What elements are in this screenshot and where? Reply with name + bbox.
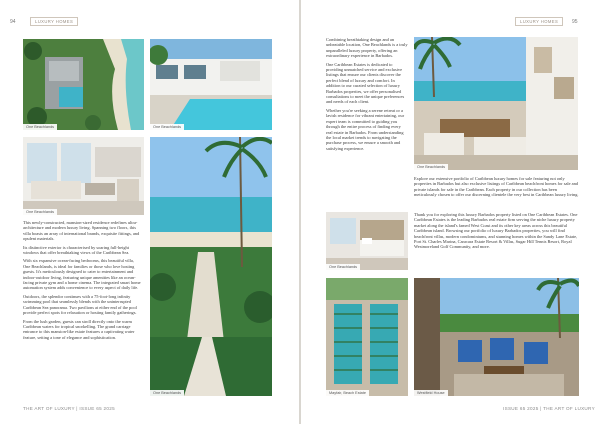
- photo-caption: One Beachlands: [23, 124, 57, 130]
- left-page: [0, 0, 299, 424]
- paragraph: Its distinctive exterior is characterised by soaring full-height windows that offer breathtaking views of the Caribbean Sea.: [23, 244, 130, 256]
- right-page: [301, 0, 600, 424]
- photo-caption: One Beachlands: [414, 164, 448, 170]
- section-tag: LUXURY HOMES: [515, 17, 563, 26]
- paragraph: From the lush garden, guests can stroll directly onto the warm Caribbean waters for tropical snorkelling. The grand carriage entrance to this mansion-like estate features a captivating water feature, setting a tone of elegance and sophistication.: [23, 318, 135, 340]
- photo-beach-garden: [150, 137, 272, 396]
- paragraph: Explore our extensive portfolio of Caribbean luxury homes for sale featuring not only properties in Barbados but also exclusive listings of Caribbean beachfront homes for sale and private islands for sale in the Caribbean. Each property in our collection has been meticulously chosen to offer our discerning clientele the very best in Caribbean luxury living.: [414, 176, 579, 198]
- page-number: 95: [572, 19, 578, 25]
- photo-caption: One Beachlands: [150, 124, 184, 130]
- photo-bedroom: [326, 212, 408, 270]
- photo-caption: Westfield House: [414, 390, 448, 396]
- photo-caption: One Beachlands: [326, 264, 360, 270]
- body-text: [23, 220, 142, 343]
- wide-text-2: [414, 212, 579, 253]
- section-tag: LUXURY HOMES: [30, 17, 78, 26]
- photo-outdoor-lounge: [414, 37, 578, 170]
- photo-caption: One Beachlands: [150, 390, 184, 396]
- wide-text-1: [414, 176, 579, 201]
- page-footer: THE ART OF LUXURY | ISSUE 65 2025: [23, 406, 115, 411]
- paragraph: Thank you for exploring this luxury Barbados property listed on One Caribbean Estates. One Caribbean Estates is the leading Barbados real estate firm serving the niche luxury property market along the island's famed West Coast and its other key areas across this beautiful Caribbean island. Browsing our portfolio of luxury Barbados properties, you will find beachfront villas, modern condominiums, and stunning homes within the Sandy Lane Estate, Port St. Charles Marina, Caracara Estate Resort & Villas, Sugar Hill Tennis Resort, Royal Westmoreland Golf Community, and more.: [414, 212, 578, 250]
- photo-living-room: [23, 137, 144, 215]
- photo-caption: Mayfair, Beach Estate: [326, 390, 369, 396]
- photo-aerial-villa: [23, 39, 144, 130]
- paragraph: With six expansive ocean-facing bedrooms, this beautiful villa, One Beachlands, is ideal for families or those who love hosting guests. It's meticulously designed to cater to entertainment and indoor-outdoor living, featuring unique amenities like an ocean-facing private gym and a home cinema. The integrated smart home automation system adds convenience to every aspect of daily life.: [23, 258, 141, 291]
- paragraph: Outdoors, the splendor continues with a 75-foot-long infinity swimming pool that seamlessly blends with the uninterrupted Caribbean Sea panorama. Two pavilions at either end of the pool provide perfect spots for relaxation or hosting family gatherings.: [23, 293, 137, 316]
- photo-pool-exterior: [150, 39, 272, 130]
- paragraph: Whether you're seeking a serene retreat or a lavish residence for vibrant entertaining, our expert team is committed to guiding you through the entire process of finding every real estate in Barbados. From understanding the local market trends to navigating the purchase process, we ensure a smooth and satisfying experience.: [326, 107, 405, 151]
- photo-deck-chairs: [326, 278, 408, 396]
- page-footer: ISSUE 65 2025 | THE ART OF LUXURY: [503, 406, 595, 411]
- column-text: [326, 37, 408, 154]
- photo-caption: One Beachlands: [23, 209, 57, 215]
- paragraph: One Caribbean Estates is dedicated to providing unmatched service and exclusive listings that ensure our clients discover the perfect blend of luxury and comfort. In addition to our curated selection of luxury Barbados properties, we offer personalised consultations to meet the unique preferences and needs of each client.: [326, 61, 405, 105]
- photo-patio: [414, 278, 579, 396]
- paragraph: Combining breathtaking design and an unbeatable location, One Beachlands is a truly unparalleled luxury property, offering an extraordinary experience in Barbados.: [326, 37, 408, 59]
- paragraph: This newly-constructed, mansion-sized residence redefines ultra-architecture and modern luxury living. Spanning two floors, this villa boasts an array of international brands, exquisite fittings, and opulent materials.: [23, 220, 140, 242]
- page-number: 94: [10, 19, 16, 25]
